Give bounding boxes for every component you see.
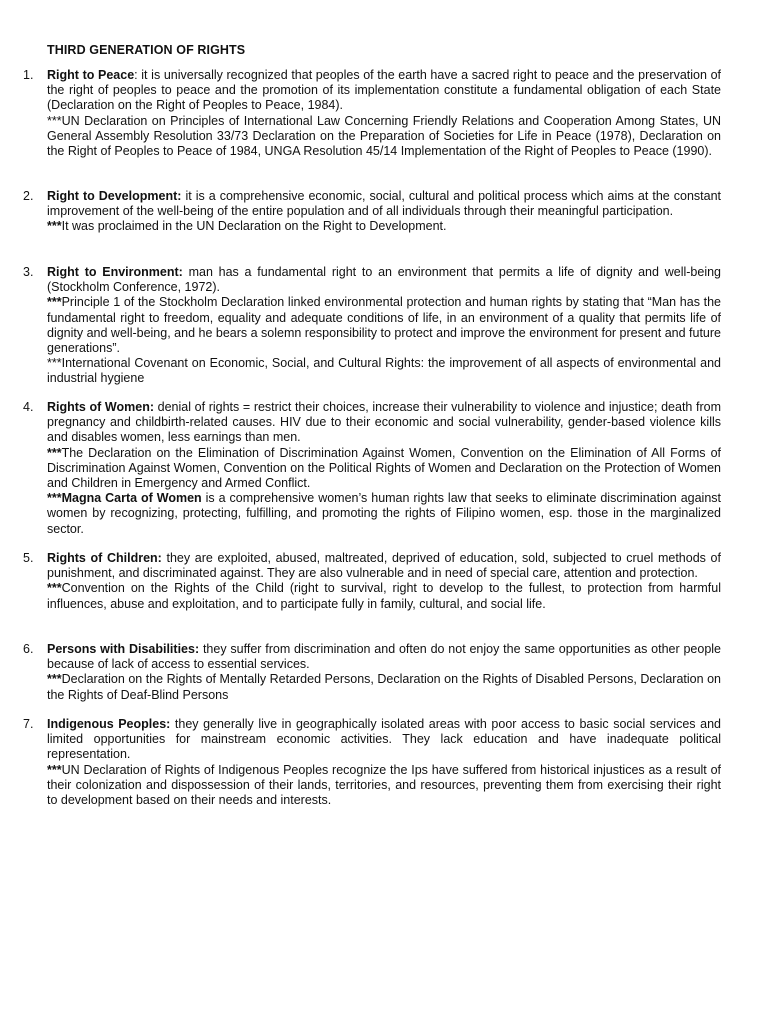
- item-paragraph: [47, 68, 721, 114]
- document-title: THIRD GENERATION OF RIGHTS: [47, 43, 246, 57]
- item-heading: Indigenous Peoples:: [47, 717, 171, 731]
- item-note: [47, 581, 721, 611]
- item-text: man has a fundamental right to an environment that permits a life of dignity and well-being (Stockholm Conference, 1972).: [47, 265, 721, 295]
- item-number: 3.: [23, 265, 34, 279]
- item-body: [47, 717, 721, 808]
- item-number: 2.: [23, 189, 34, 203]
- item-paragraph: [47, 642, 721, 672]
- note-stars: ***: [47, 672, 62, 687]
- note-stars: ***: [47, 113, 62, 128]
- item-paragraph: [47, 717, 721, 763]
- note-stars: ***: [47, 491, 62, 506]
- note-text: The Declaration on the Elimination of Discrimination Against Women, Convention on the Elimination of All Forms of Discrimination Against Women, Convention on the Political Rights of Women and Declaration on the Protection of Women and Children in Emergency and Armed Conflict.: [47, 445, 721, 491]
- item-heading: Right to Environment:: [47, 265, 183, 279]
- item-text: they generally live in geographically isolated areas with poor access to basic social services and limited opportunities for mainstream economic activities. They lack education and have inadequate political representation.: [47, 717, 721, 762]
- note-text: UN Declaration of Rights of Indigenous Peoples recognize the Ips have suffered from historical injustices as a result of their colonization and dispossession of their lands, territories, and resources, preventing them from exercising their right to development based on their needs and interests.: [47, 762, 721, 808]
- note-stars: ***: [47, 445, 62, 460]
- note-bold-lead: Magna Carta of Women: [61, 491, 202, 506]
- item-number: 5.: [23, 551, 34, 565]
- note-stars: ***: [47, 295, 62, 310]
- note-text: International Covenant on Economic, Social, and Cultural Rights: the improvement of all aspects of environmental and industrial hygiene: [47, 356, 721, 386]
- item-number: 1.: [23, 68, 34, 82]
- item-note: [47, 295, 721, 356]
- note-stars: ***: [47, 762, 62, 777]
- item-body: [47, 68, 721, 159]
- item-body: [47, 551, 721, 612]
- item-body: [47, 642, 721, 703]
- note-stars: ***: [47, 581, 62, 596]
- item-note: [47, 219, 721, 234]
- note-stars: ***: [47, 356, 62, 371]
- note-stars: ***: [47, 219, 62, 234]
- item-note: [47, 763, 721, 809]
- item-paragraph: [47, 400, 721, 446]
- item-heading-separator: :: [134, 68, 142, 82]
- note-text: is a comprehensive women’s human rights law that seeks to eliminate discrimination against women by recognizing, protecting, fulfilling, and promoting the rights of Filipino women, esp. those in the marginalized sector.: [47, 491, 722, 536]
- item-paragraph: [47, 551, 721, 581]
- item-heading: Right to Peace: [47, 68, 135, 82]
- item-text: they are exploited, abused, maltreated, deprived of education, sold, subjected to cruel methods of punishment, and discriminated against. They are also vulnerable and in need of special care, attention and protection.: [47, 551, 721, 581]
- note-text: Convention on the Rights of the Child (right to survival, right to develop to the fullest, to protection from harmful influences, abuse and exploitation, and to participate fully in family, cultural, and social life.: [47, 581, 721, 611]
- item-note: [47, 672, 721, 702]
- item-body: [47, 400, 721, 537]
- note-text: UN Declaration on Principles of International Law Concerning Friendly Relations and Cooperation Among States, UN General Assembly Resolution 33/73 Declaration on the Preparation of Societies for Life in Peace (1978), Declaration on the Right of Peoples to Peace of 1984, UNGA Resolution 45/14 Implementation of the Right of Peoples to Peace (1990).: [47, 113, 721, 159]
- item-text: it is universally recognized that peoples of the earth have a sacred right to peace and the preservation of the right of peoples to peace and the promotion of its implementation constitute a fundamental obligation of each State (Declaration on the Right of Peoples to Peace, 1984).: [47, 68, 721, 113]
- item-number: 7.: [23, 717, 34, 731]
- item-heading: Right to Development:: [47, 189, 182, 203]
- note-text: Principle 1 of the Stockholm Declaration linked environmental protection and human rights by stating that “Man has the fundamental right to freedom, equality and adequate conditions of life, in an environment of a quality that permits life of dignity and well-being, and he bears a solemn responsibility to protect and improve the environment for present and future generations”.: [47, 295, 721, 356]
- item-heading: Rights of Women:: [47, 400, 155, 414]
- item-paragraph: [47, 265, 721, 295]
- item-note: [47, 491, 721, 537]
- item-number: 4.: [23, 400, 34, 414]
- item-text: it is a comprehensive economic, social, cultural and political process which aims at the constant improvement of the well-being of the entire population and of all individuals through their meaningful participation.: [47, 189, 721, 219]
- item-note: [47, 446, 721, 492]
- item-paragraph: [47, 189, 721, 219]
- item-note: [47, 114, 721, 160]
- item-heading: Persons with Disabilities:: [47, 642, 200, 656]
- item-note: [47, 356, 721, 386]
- item-heading: Rights of Children:: [47, 551, 162, 565]
- item-number: 6.: [23, 642, 34, 656]
- item-body: [47, 265, 721, 387]
- item-body: [47, 189, 721, 235]
- note-text: It was proclaimed in the UN Declaration on the Right to Development.: [61, 219, 447, 234]
- note-text: Declaration on the Rights of Mentally Retarded Persons, Declaration on the Rights of Disabled Persons, Declaration on the Rights of Deaf-Blind Persons: [47, 672, 721, 702]
- item-text: they suffer from discrimination and often do not enjoy the same opportunities as other people because of lack of access to essential services.: [47, 642, 721, 672]
- item-text: denial of rights = restrict their choices, increase their vulnerability to violence and injustice; death from pregnancy and childbirth-related causes. HIV due to their economic and social vulnerability, gender-based violence kills and disables women, less earnings than men.: [47, 400, 722, 445]
